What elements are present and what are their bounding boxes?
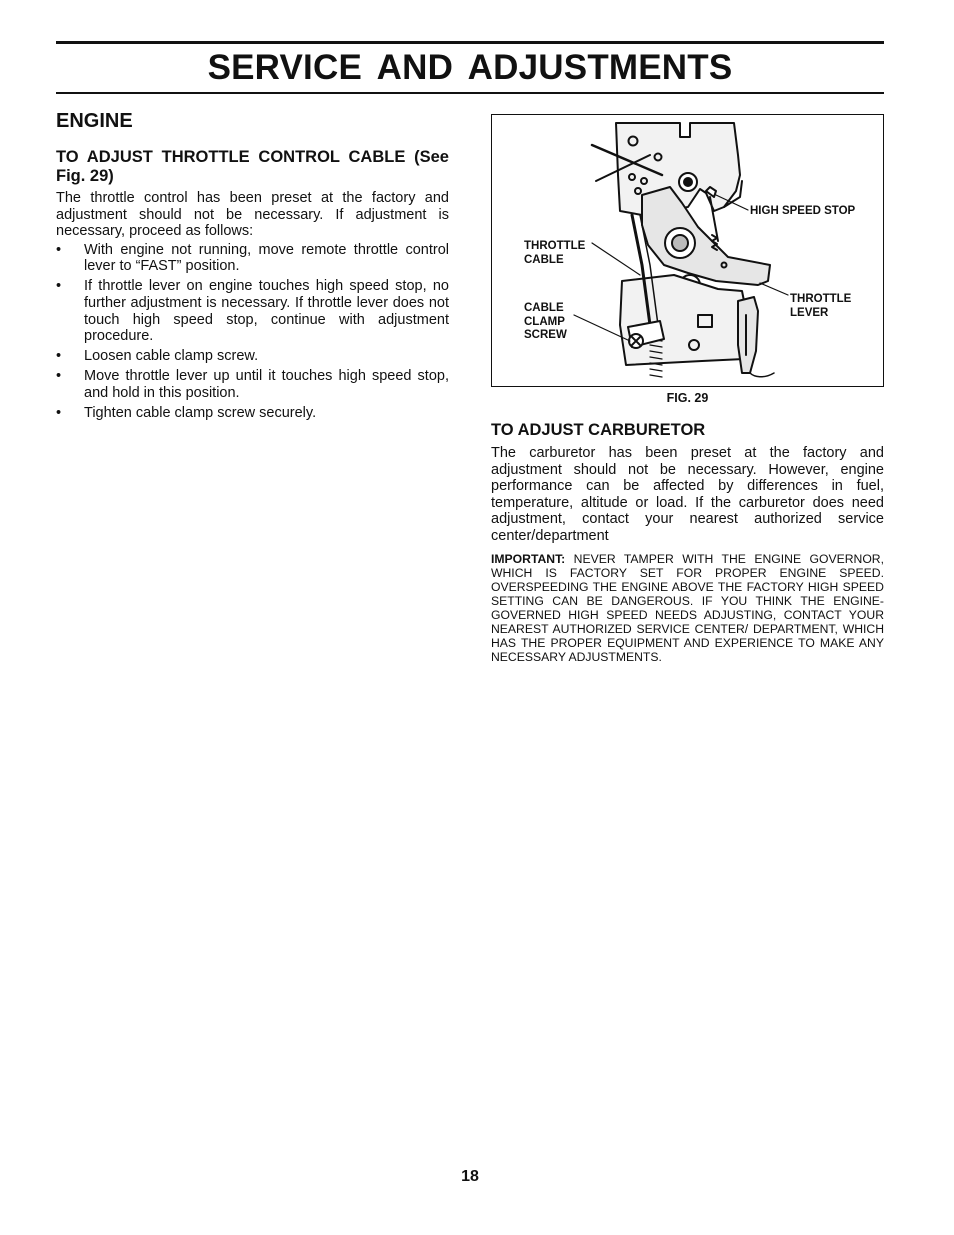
important-label: IMPORTANT: — [491, 551, 566, 566]
step-text: Loosen cable clamp screw. — [84, 348, 259, 365]
label-throttle-cable — [524, 240, 585, 267]
figure-caption: FIG. 29 — [666, 391, 709, 405]
label-line: LEVER — [790, 306, 829, 319]
label-cable-clamp-screw — [524, 302, 567, 343]
list-item — [56, 405, 449, 422]
engine-heading: ENGINE — [56, 110, 133, 132]
step-text: If throttle lever on engine touches high speed stop, no further adjustment is necessary. If throttle lever does not touch high speed stop, continue with adjustment procedure. — [84, 278, 449, 345]
page-number: 18 — [461, 1168, 479, 1185]
left-column — [56, 108, 449, 425]
label-line: CABLE — [524, 302, 564, 314]
figure-29-frame — [491, 114, 884, 387]
label-line: THROTTLE — [790, 293, 852, 305]
step-text: Move throttle lever up until it touches high speed stop, and hold in this position. — [84, 368, 449, 402]
step-text: With engine not running, move remote throttle control lever to “FAST” position. — [84, 241, 449, 275]
important-text: NEVER TAMPER WITH THE ENGINE GOVERNOR, WHICH IS FACTORY SET FOR PROPER ENGINE SPEED. OVERSPEEDING THE ENGINE ABOVE THE FACTORY HIGH SPEED SETTING CAN BE DANGEROUS. IF YOU THINK THE ENGINE-GOVERNED HIGH SPEED NEEDS ADJUSTING, CONTACT YOUR NEAREST AUTHORIZED SERVICE CENTER/ DEPARTMENT, WHICH HAS THE PROPER EQUIPMENT AND EXPERIENCE TO MAKE ANY NECESSARY ADJUSTMENTS. — [491, 551, 884, 664]
label-line: CABLE — [524, 253, 564, 266]
step-text: Tighten cable clamp screw securely. — [84, 405, 317, 422]
throttle-cable-heading: TO ADJUST THROTTLE CONTROL CABLE (See Fig. 29) — [56, 148, 449, 185]
label-high-speed-stop: HIGH SPEED STOP — [750, 205, 856, 217]
bullet-dot: • — [56, 405, 62, 422]
important-notice — [491, 552, 884, 664]
bullet-dot: • — [56, 241, 62, 258]
header-rule-bottom — [56, 92, 884, 94]
list-item — [56, 368, 449, 401]
throttle-intro: The throttle control has been preset at the factory and adjustment should not be necessary. If adjustment is necessary, proceed as follows: — [56, 190, 449, 240]
throttle-steps-list — [56, 242, 449, 422]
bullet-dot: • — [56, 368, 62, 385]
list-item — [56, 348, 449, 365]
label-line: SCREW — [524, 329, 567, 341]
list-item — [56, 242, 449, 275]
right-column — [491, 114, 884, 664]
bullet-dot: • — [56, 278, 62, 295]
page-title: SERVICE AND ADJUSTMENTS — [207, 48, 733, 87]
label-line: CLAMP — [524, 315, 565, 328]
carburetor-heading: TO ADJUST CARBURETOR — [491, 421, 706, 439]
list-item — [56, 278, 449, 344]
label-line: THROTTLE — [524, 240, 586, 252]
carburetor-body: The carburetor has been preset at the factory and adjustment should not be necessary. However, engine performance can be affected by differences in fuel, temperature, altitude or load. If the carburetor does need adjustment, contact your nearest authorized service center/department — [491, 445, 884, 544]
bullet-dot: • — [56, 348, 62, 365]
label-throttle-lever — [790, 293, 851, 320]
